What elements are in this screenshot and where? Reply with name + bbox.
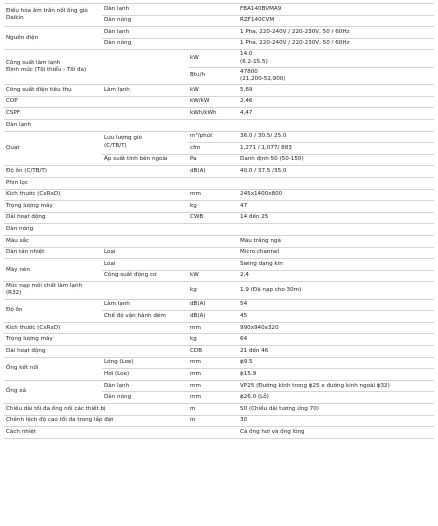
table-cell: mm xyxy=(188,357,238,369)
table-cell: Dàn nóng xyxy=(102,15,238,27)
table-cell: kg xyxy=(188,282,238,299)
table-cell: FBA140BVMA9 xyxy=(238,4,434,16)
table-cell: dB(A) xyxy=(188,166,238,178)
table-cell: Btu/h xyxy=(188,67,238,84)
table-cell: Lưu lượng gió (C/TB/T) xyxy=(102,131,188,154)
table-cell: kWh/kWh xyxy=(188,108,238,120)
table-cell: Độ ồn (C/TB/T) xyxy=(4,166,188,178)
table-cell: 245x1400x800 xyxy=(238,189,434,201)
table-cell: Loại xyxy=(102,247,238,259)
table-row xyxy=(4,334,434,346)
table-cell: kW xyxy=(188,85,238,97)
table-row xyxy=(4,96,434,108)
table-cell: Dải hoạt động xyxy=(4,346,188,358)
table-cell: Áp suất tĩnh bên ngoài xyxy=(102,154,188,166)
table-cell: RZF140CVM xyxy=(238,15,434,27)
table-cell: Pa xyxy=(188,154,238,166)
table-cell: 1 Pha, 220-240V / 220-230V, 50 / 60Hz xyxy=(238,38,434,50)
table-row xyxy=(4,346,434,358)
table-row xyxy=(4,201,434,213)
table-cell: Loại xyxy=(102,259,238,271)
table-cell: mm xyxy=(188,392,238,404)
table-cell: Dàn nóng xyxy=(4,224,434,236)
table-cell: Dàn tản nhiệt xyxy=(4,247,102,259)
table-row xyxy=(4,85,434,97)
table-row xyxy=(4,415,434,427)
table-cell: m xyxy=(188,404,238,416)
table-row xyxy=(4,108,434,120)
table-row xyxy=(4,119,434,131)
table-cell: ϕ26.0 (Lỗ) xyxy=(238,392,434,404)
table-cell: CDB xyxy=(188,346,238,358)
table-cell: mm xyxy=(188,189,238,201)
table-cell: Dàn nóng xyxy=(102,38,238,50)
table-cell: 14 đến 25 xyxy=(238,212,434,224)
table-cell: Chiều dài tối đa ống nối các thiết bị xyxy=(4,404,188,416)
table-cell: 47800 (21,200-52,900) xyxy=(238,67,434,84)
table-row xyxy=(4,235,434,247)
table-cell: 47 xyxy=(238,201,434,213)
table-row xyxy=(4,357,434,369)
table-row xyxy=(4,299,434,311)
table-cell: 1,271 / 1,077/ 883 xyxy=(238,143,434,155)
table-cell: kg xyxy=(188,334,238,346)
table-cell: 5,69 xyxy=(238,85,434,97)
table-cell: dB(A) xyxy=(188,311,238,323)
table-cell: Màu sắc xyxy=(4,235,238,247)
table-cell: Chế độ vận hành đêm xyxy=(102,311,188,323)
table-cell: Kích thước (CxRxD) xyxy=(4,189,188,201)
table-cell: 1 Pha, 220-240V / 220-230V, 50 / 60Hz xyxy=(238,27,434,39)
table-row xyxy=(4,322,434,334)
table-row xyxy=(4,247,434,259)
table-row xyxy=(4,282,434,299)
table-row xyxy=(4,27,434,39)
table-cell: VP25 (Đường kính trong ϕ25 x đường kính ngoài ϕ32) xyxy=(238,380,434,392)
table-cell: Ống kết nối xyxy=(4,357,102,380)
table-cell: Công suất làm lạnh Định mức (Tối thiểu - Tối đa) xyxy=(4,50,188,85)
table-cell: Hơi (Loe) xyxy=(102,369,188,381)
table-cell: CWB xyxy=(188,212,238,224)
table-cell: Độ ồn xyxy=(4,299,102,322)
table-cell: Cách nhiệt xyxy=(4,427,238,439)
table-cell: Máy nén xyxy=(4,259,102,282)
table-cell: ϕ9.5 xyxy=(238,357,434,369)
table-row xyxy=(4,166,434,178)
table-cell: CSPF xyxy=(4,108,188,120)
table-cell: mm xyxy=(188,322,238,334)
table-cell: kg xyxy=(188,201,238,213)
table-row xyxy=(4,189,434,201)
table-cell: Danh định 50 (50-150) xyxy=(238,154,434,166)
table-cell: mm xyxy=(188,369,238,381)
table-cell: m³/phút xyxy=(188,131,238,143)
table-cell: 14.0 (6.2-15.5) xyxy=(238,50,434,67)
table-cell: kW/kW xyxy=(188,96,238,108)
table-cell: Swing dạng kín xyxy=(238,259,434,271)
table-cell: 45 xyxy=(238,311,434,323)
table-cell: 30 xyxy=(238,415,434,427)
table-cell: Màu trắng ngà xyxy=(238,235,434,247)
spec-table-body xyxy=(4,4,434,439)
table-cell: kW xyxy=(188,50,238,67)
table-cell: ϕ15.9 xyxy=(238,369,434,381)
table-cell: 21 đến 46 xyxy=(238,346,434,358)
table-cell: COP xyxy=(4,96,188,108)
table-cell: Dàn lạnh xyxy=(102,4,238,16)
table-cell: Công suất điện tiêu thụ xyxy=(4,85,102,97)
table-row xyxy=(4,404,434,416)
table-cell: Dải hoạt động xyxy=(4,212,188,224)
table-cell: 64 xyxy=(238,334,434,346)
table-row xyxy=(4,50,434,67)
table-cell: Mức nạp môi chất làm lạnh (R32) xyxy=(4,282,188,299)
table-cell: kW xyxy=(188,270,238,282)
table-cell: Điều hòa âm trần nối ống gió Daikin xyxy=(4,4,102,27)
table-cell: 1.9 (Đã nạp cho 30m) xyxy=(238,282,434,299)
table-cell: Trọng lượng máy xyxy=(4,334,188,346)
table-cell: Micro channel xyxy=(238,247,434,259)
table-cell: Trọng lượng máy xyxy=(4,201,188,213)
table-row xyxy=(4,4,434,16)
table-cell: Kích thước (CxRxD) xyxy=(4,322,188,334)
table-cell: 54 xyxy=(238,299,434,311)
table-cell: 2,46 xyxy=(238,96,434,108)
table-cell: Ống xả xyxy=(4,380,102,403)
table-cell: Chênh lệch độ cao tối đa trong lắp đặt xyxy=(4,415,188,427)
table-cell: mm xyxy=(188,380,238,392)
table-cell: Dàn lạnh xyxy=(102,380,188,392)
table-cell: Làm lạnh xyxy=(102,299,188,311)
table-cell: dB(A) xyxy=(188,299,238,311)
table-cell: Dàn lạnh xyxy=(102,27,238,39)
table-cell: Phin lọc xyxy=(4,177,434,189)
table-cell: 4,47 xyxy=(238,108,434,120)
table-cell: Lỏng (Loe) xyxy=(102,357,188,369)
table-cell: 40.0 / 37.5 /35.0 xyxy=(238,166,434,178)
table-cell: 36.0 / 30.5/ 25.0 xyxy=(238,131,434,143)
table-cell: Cả ống hơi và ống lỏng xyxy=(238,427,434,439)
table-row xyxy=(4,131,434,143)
table-row xyxy=(4,212,434,224)
table-row xyxy=(4,427,434,439)
table-cell: Quạt xyxy=(4,131,102,166)
table-row xyxy=(4,224,434,236)
table-row xyxy=(4,177,434,189)
table-row xyxy=(4,259,434,271)
table-cell: cfm xyxy=(188,143,238,155)
table-cell: 50 (Chiều dài tương ứng 70) xyxy=(238,404,434,416)
table-cell: 990x940x320 xyxy=(238,322,434,334)
spec-table xyxy=(4,3,434,439)
table-cell: Làm lạnh xyxy=(102,85,188,97)
table-cell: Dàn nóng xyxy=(102,392,188,404)
table-row xyxy=(4,380,434,392)
table-cell: Nguồn điện xyxy=(4,27,102,50)
table-cell: Dàn lạnh xyxy=(4,119,434,131)
table-cell: 2,4 xyxy=(238,270,434,282)
table-cell: m xyxy=(188,415,238,427)
table-cell: Công suất động cơ xyxy=(102,270,188,282)
